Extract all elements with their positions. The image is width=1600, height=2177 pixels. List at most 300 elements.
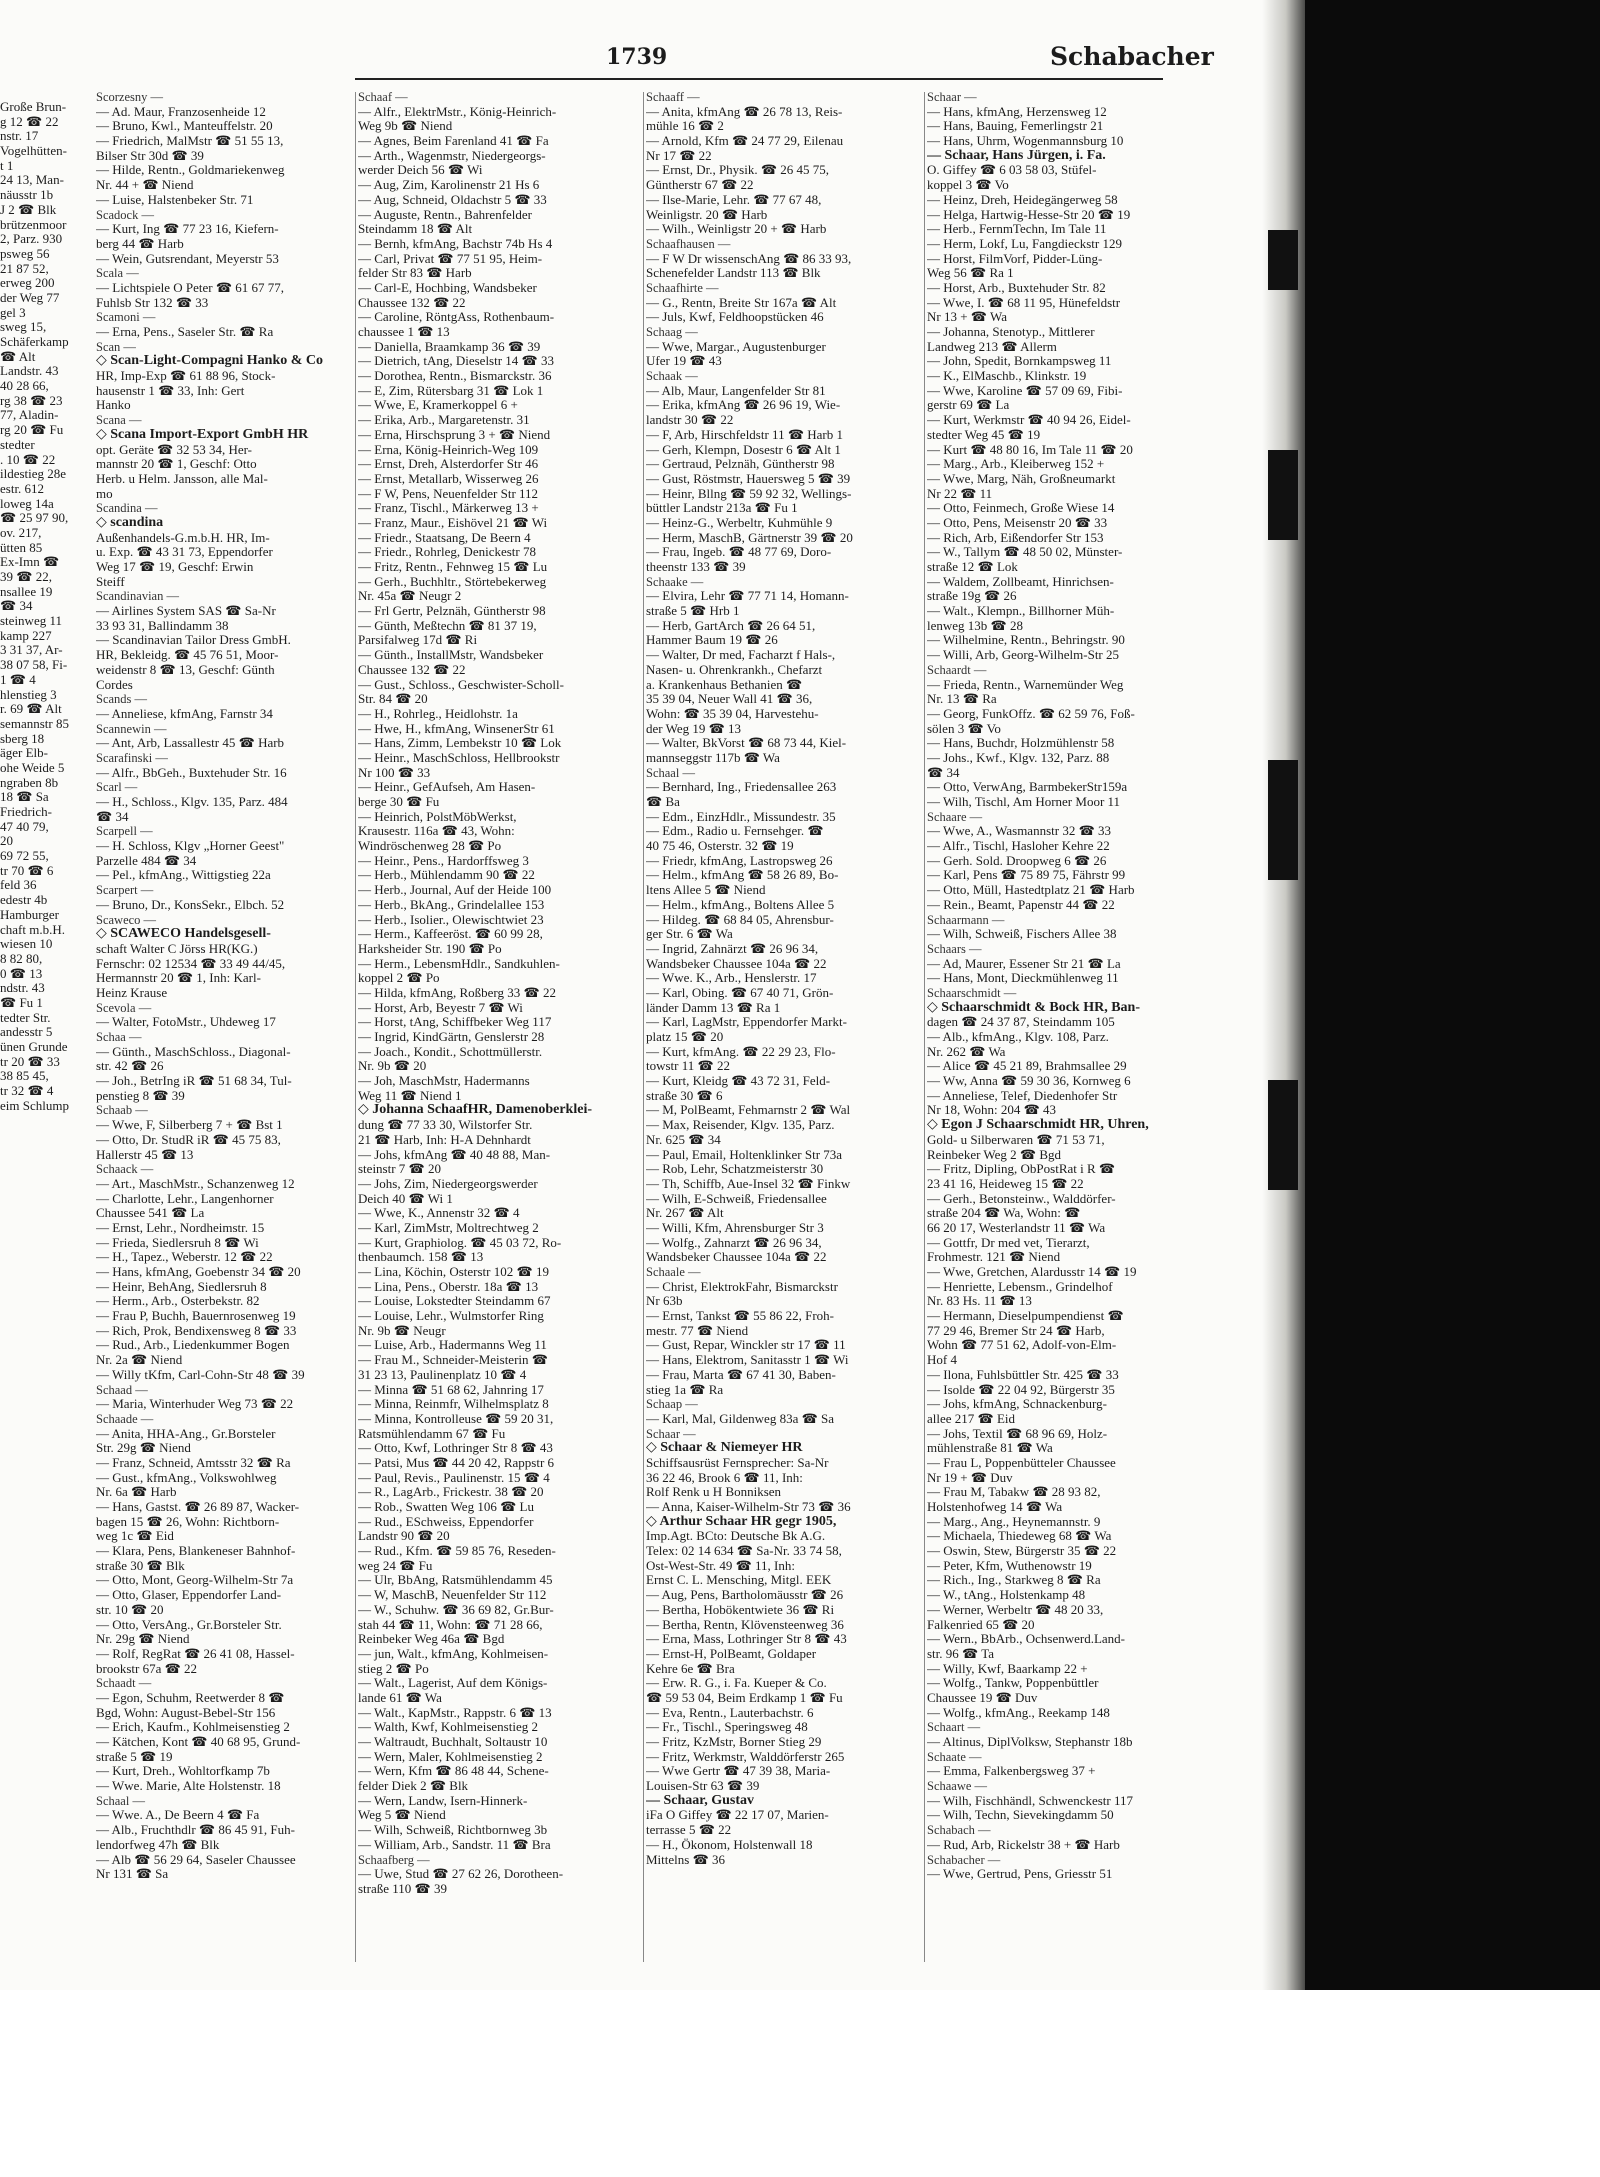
directory-entry-line: — Horst, FilmVorf, Pidder-Lüng- [927, 251, 1103, 266]
directory-entry-line: — Walter, FotoMstr., Uhdeweg 17 [96, 1015, 276, 1030]
directory-entry-line: psweg 56 [0, 246, 50, 261]
directory-entry-line: Schäferkamp [0, 335, 69, 349]
directory-entry-line: Scala — [96, 266, 139, 281]
directory-entry-line: der Weg 77 [0, 290, 60, 305]
directory-entry-line: ◇ Egon J Schaarschmidt HR, Uhren, [927, 1118, 1149, 1133]
directory-entry-line: — Heinr, BehAng, Siedlersruh 8 [96, 1279, 267, 1294]
directory-entry-line: Schaab — [96, 1103, 148, 1118]
directory-entry-line: Chaussee 132 ☎ 22 [358, 295, 466, 310]
directory-entry-line: — Ilse-Marie, Lehr. ☎ 77 67 48, [646, 192, 822, 207]
directory-entry-line: — Hans, kfmAng, Goebenstr 34 ☎ 20 [96, 1265, 301, 1279]
directory-entry-line: Herb. u Helm. Jansson, alle Mal- [96, 471, 268, 486]
directory-entry-line: — Erw. R. G., i. Fa. Kueper & Co. [646, 1676, 827, 1691]
directory-entry-line: ger Str. 6 ☎ Wa [646, 927, 733, 942]
directory-entry-line: Nr. 6a ☎ Harb [96, 1485, 177, 1500]
directory-entry-line: Nr 63b [646, 1294, 683, 1309]
directory-entry-line: 1 ☎ 4 [0, 672, 36, 687]
directory-entry-line: ☎ 34 [96, 809, 129, 824]
directory-entry-line: — Alice ☎ 45 21 89, Brahmsallee 29 [927, 1059, 1127, 1074]
directory-entry-line: Nr. 45a ☎ Neugr 2 [358, 589, 462, 604]
directory-entry-line: — Herm., LebensmHdlr., Sandkuhlen- [358, 956, 560, 971]
directory-entry-line: Bilser Str 30d ☎ 39 [96, 148, 204, 163]
directory-entry-line: — H., Rohrleg., Heidlohstr. 1a [358, 706, 518, 721]
directory-entry-line: — Herb., Mühlendamm 90 ☎ 22 [358, 868, 535, 883]
directory-entry-line: — Frau, Ingeb. ☎ 48 77 69, Doro- [646, 545, 832, 560]
directory-entry-line: — Walt., KapMstr., Rappstr. 6 ☎ 13 [358, 1705, 552, 1720]
directory-entry-line: — Wilh, E-Schweiß, Friedensallee [646, 1191, 827, 1206]
directory-entry-line: Chaussee 19 ☎ Duv [927, 1690, 1038, 1705]
directory-entry-line: straße 30 ☎ Blk [96, 1558, 185, 1573]
directory-entry-line: — Anna, Kaiser-Wilhelm-Str 73 ☎ 36 [646, 1500, 851, 1514]
directory-entry-line: — Heinz, Dreh, Heidegängerweg 58 [927, 192, 1118, 207]
directory-entry-line: towstr 11 ☎ 22 [646, 1059, 730, 1074]
directory-entry-line: felder Diek 2 ☎ Blk [358, 1779, 469, 1794]
directory-entry-line: Schaack — [96, 1162, 154, 1177]
directory-entry-line: Parzelle 484 ☎ 34 [96, 853, 197, 868]
directory-entry-line: — Willy tKfm, Carl-Cohn-Str 48 ☎ 39 [96, 1367, 305, 1382]
directory-entry-line: Schabacher — [927, 1852, 1001, 1867]
directory-entry-line: Weg 5 ☎ Niend [358, 1808, 446, 1823]
directory-entry-line: r. 69 ☎ Alt [0, 702, 62, 717]
directory-entry-line: mühle 16 ☎ 2 [646, 119, 724, 134]
directory-entry-line: — Hans, kfmAng, Herzensweg 12 [927, 104, 1107, 119]
directory-entry-line: Schaarmann — [927, 912, 1005, 927]
directory-entry-line: — Karl, Mal, Gildenweg 83a ☎ Sa [646, 1411, 835, 1426]
directory-entry-line: dung ☎ 77 33 30, Wilstorfer Str. [358, 1118, 533, 1133]
directory-entry-line: hlenstieg 3 [0, 687, 57, 702]
directory-entry-line: — Helm., kfmAng., Boltens Allee 5 [646, 897, 835, 912]
directory-entry-line: Nr. 2a ☎ Niend [96, 1353, 183, 1368]
directory-entry-line: Scandinavian — [96, 589, 179, 604]
directory-entry-line: ◇ Arthur Schaar HR gegr 1905, [646, 1514, 837, 1529]
directory-entry-line: weidenstr 8 ☎ 13, Geschf: Günth [96, 662, 275, 677]
directory-entry-line: Friedrich- [0, 805, 52, 819]
directory-entry-line: Nr. 9b ☎ 20 [358, 1059, 427, 1074]
directory-entry-line: — Hilda, kfmAng, Roßberg 33 ☎ 22 [358, 985, 556, 1000]
directory-entry-line: mühlenstraße 81 ☎ Wa [927, 1441, 1053, 1456]
directory-entry-line: Nr. 13 ☎ Ra [927, 692, 997, 707]
directory-entry-line: — W., Tallym ☎ 48 50 02, Münster- [927, 545, 1123, 560]
directory-entry-line: — Walt., Klempn., Billhorner Müh- [927, 604, 1115, 619]
directory-entry-line: berge 30 ☎ Fu [358, 795, 440, 809]
directory-entry-line: — Johs., Kwf., Klgv. 132, Parz. 88 [927, 750, 1110, 765]
directory-entry-line: — Gertraud, Pelznäh, Güntherstr 98 [646, 457, 835, 472]
directory-entry-line: Schaafhausen — [646, 236, 731, 251]
directory-entry-line: — Werner, Werbeltr ☎ 48 20 33, [927, 1602, 1104, 1617]
directory-entry-line: t 1 [0, 158, 14, 173]
directory-entry-line: — Helga, Hartwig-Hesse-Str 20 ☎ 19 [927, 207, 1131, 222]
directory-entry-line: sweg 15, [0, 320, 47, 335]
directory-entry-line: — M, PolBeamt, Fehmarnstr 2 ☎ Wal [646, 1103, 851, 1118]
directory-entry-line: Scaweco — [96, 912, 157, 927]
directory-entry-line: — Aug, Schneid, Oldachstr 5 ☎ 33 [358, 192, 547, 207]
directory-entry-line: — Gust, Repar, Winckler str 17 ☎ 11 [646, 1338, 846, 1353]
directory-entry-line: stah 44 ☎ 11, Wohn: ☎ 71 28 66, [358, 1617, 543, 1632]
directory-entry-line: — G., Rentn, Breite Str 167a ☎ Alt [646, 295, 837, 310]
directory-entry-line: — Wwe, F, Silberberg 7 + ☎ Bst 1 [96, 1118, 283, 1133]
directory-entry-line: ◇ Scana Import-Export GmbH HR [96, 427, 309, 442]
directory-column-4 [927, 90, 1187, 1882]
directory-entry-line: — Fritz, Dipling, ObPostRat i R ☎ [927, 1162, 1116, 1177]
directory-entry-line: 18 ☎ Sa [0, 790, 49, 805]
directory-entry-line: — Schaar, Gustav [646, 1793, 755, 1808]
directory-entry-line: — Kurt, kfmAng. ☎ 22 29 23, Flo- [646, 1044, 836, 1059]
directory-entry-line: — Wwe, E, Kramerkoppel 6 + [358, 398, 518, 413]
directory-entry-line: andesstr 5 [0, 1025, 53, 1040]
directory-entry-line: — Hilde, Rentn., Goldmariekenweg [96, 163, 285, 178]
directory-entry-line: — Helm., kfmAng ☎ 58 26 89, Bo- [646, 868, 839, 883]
directory-entry-line: — Hans, Gastst. ☎ 26 89 87, Wacker- [96, 1500, 300, 1514]
directory-entry-line: berg 44 ☎ Harb [96, 236, 184, 251]
directory-entry-line: — Heinr., GefAufseh, Am Hasen- [358, 780, 536, 795]
directory-entry-line: — Isolde ☎ 22 04 92, Bürgerstr 35 [927, 1382, 1115, 1397]
directory-entry-line: — Henriette, Lebensm., Grindelhof [927, 1279, 1113, 1294]
directory-entry-line: — Kurt, Dreh., Wohltorfkamp 7b [96, 1764, 270, 1779]
directory-entry-line: semannstr 85 [0, 716, 69, 731]
directory-entry-line: ov. 217, [0, 525, 42, 540]
directory-entry-line: der Weg 19 ☎ 13 [646, 721, 742, 736]
directory-entry-line: wiesen 10 [0, 937, 53, 952]
directory-entry-line: Hamburger [0, 907, 59, 922]
directory-entry-line: bagen 15 ☎ 26, Wohn: Richtborn- [96, 1514, 280, 1529]
directory-entry-line: — Herm, MaschB, Gärtnerstr 39 ☎ 20 [646, 530, 853, 545]
directory-entry-line: — Willi, Arb, Georg-Wilhelm-Str 25 [927, 648, 1120, 663]
directory-entry-line: — R., LagArb., Frickestr. 38 ☎ 20 [358, 1485, 544, 1500]
directory-entry-line: Hammer Baum 19 ☎ 26 [646, 633, 778, 648]
directory-entry-line: Falkenried 65 ☎ 20 [927, 1617, 1035, 1632]
column-rule [643, 92, 644, 1962]
directory-entry-line: str. 42 ☎ 26 [96, 1059, 164, 1074]
directory-entry-line: — Otto, VerwAng, BarmbekerStr159a [927, 780, 1128, 795]
directory-entry-line: — Ingrid, KindGärtn, Genslerstr 28 [358, 1030, 545, 1044]
directory-entry-line: chaft m.b.H. [0, 922, 65, 937]
directory-entry-line: — Klara, Pens, Blankeneser Bahnhof- [96, 1544, 296, 1559]
directory-entry-line: 39 ☎ 22, [0, 570, 52, 584]
directory-entry-line: Schaak — [646, 369, 698, 384]
directory-entry-line: — Friedrich, MalMstr ☎ 51 55 13, [96, 134, 284, 149]
directory-entry-line: Schaaff — [646, 90, 700, 104]
directory-entry-line: Parsifalweg 17d ☎ Ri [358, 633, 478, 648]
directory-entry-line: Hof 4 [927, 1353, 957, 1368]
directory-entry-line: chaussee 1 ☎ 13 [358, 325, 450, 339]
directory-entry-line: — Luise, Arb., Hadermanns Weg 11 [358, 1338, 547, 1353]
directory-entry-line: — Elvira, Lehr ☎ 77 71 14, Homann- [646, 589, 849, 604]
directory-entry-line: Ex-Imn ☎ [0, 555, 60, 570]
directory-entry-line: — Ernst, Metallarb, Wisserweg 26 [358, 471, 539, 486]
directory-entry-line: — Frieda, Siedlersruh 8 ☎ Wi [96, 1235, 259, 1250]
directory-entry-line: 33 93 31, Ballindamm 38 [96, 618, 229, 633]
directory-entry-line: — Alfr., Tischl, Hasloher Kehre 22 [927, 839, 1110, 854]
gutter-mark [1268, 450, 1298, 540]
directory-entry-line: — Fritz, Rentn., Fehnweg 15 ☎ Lu [358, 560, 548, 574]
directory-entry-line: 66 20 17, Westerlandstr 11 ☎ Wa [927, 1220, 1106, 1235]
directory-entry-line: gel 3 [0, 305, 26, 320]
directory-entry-line: — Walt., Lagerist, Auf dem Königs- [358, 1676, 548, 1691]
directory-entry-line: Windröschenweg 28 ☎ Po [358, 839, 502, 854]
directory-entry-line: — Ant, Arb, Lassallestr 45 ☎ Harb [96, 736, 285, 751]
directory-entry-line: mestr. 77 ☎ Niend [646, 1323, 749, 1338]
directory-entry-line: — Edm., Radio u. Fernsehger. ☎ [646, 824, 824, 839]
directory-entry-line: — Ulr, BbAng, Ratsmühlendamm 45 [358, 1573, 553, 1588]
directory-entry-line: — Walth, Kwf, Kohlmeisenstieg 2 [358, 1720, 538, 1735]
directory-entry-line: Außenhandels-G.m.b.H. HR, Im- [96, 530, 270, 545]
directory-entry-line: — Rud, Arb, Rickelstr 38 + ☎ Harb [927, 1837, 1120, 1852]
directory-entry-line: Hermannstr 20 ☎ 1, Inh: Karl- [96, 971, 261, 986]
directory-entry-line: penstieg 8 ☎ 39 [96, 1088, 185, 1103]
directory-entry-line: — Maria, Winterhuder Weg 73 ☎ 22 [96, 1397, 294, 1412]
directory-entry-line: stieg 2 ☎ Po [358, 1661, 429, 1676]
directory-entry-line: koppel 3 ☎ Vo [927, 178, 1009, 193]
directory-entry-line: ünen Grunde [0, 1040, 68, 1054]
directory-entry-line: Landweg 213 ☎ Allerm [927, 339, 1057, 354]
directory-entry-line: Holstenhofweg 14 ☎ Wa [927, 1500, 1063, 1514]
directory-entry-line: ☎ 59 53 04, Beim Erdkamp 1 ☎ Fu [646, 1690, 843, 1705]
directory-entry-line: iFa O Giffey ☎ 22 17 07, Marien- [646, 1808, 829, 1823]
directory-entry-line: Ratsmühlendamm 67 ☎ Fu [358, 1426, 506, 1441]
page-number: 1739 [606, 44, 668, 70]
directory-entry-line: — Wwe. Marie, Alte Holstenstr. 18 [96, 1779, 281, 1794]
directory-entry-line: — Ernst, Lehr., Nordheimstr. 15 [96, 1220, 265, 1235]
directory-entry-line: ☎ Fu 1 [0, 995, 43, 1010]
directory-entry-line: Ost-West-Str. 49 ☎ 11, Inh: [646, 1558, 795, 1573]
directory-entry-line: — Edm., EinzHdlr., Missundestr. 35 [646, 809, 836, 824]
directory-entry-line: — Karl, LagMstr, Eppendorfer Markt- [646, 1015, 847, 1030]
directory-entry-line: — Th, Schiffb, Aue-Insel 32 ☎ Finkw [646, 1176, 851, 1191]
directory-entry-line: äger Elb- [0, 746, 49, 761]
directory-entry-line: loweg 14a [0, 496, 54, 511]
directory-entry-line: koppel 2 ☎ Po [358, 971, 440, 986]
directory-entry-line: — Hwe, H., kfmAng, WinsenerStr 61 [358, 721, 555, 736]
directory-entry-line: Gold- u Silberwaren ☎ 71 53 71, [927, 1132, 1105, 1147]
directory-entry-line: ütten 85 [0, 540, 43, 555]
directory-entry-line: Schabach — [927, 1823, 991, 1838]
directory-entry-line: — Anneliese, kfmAng, Farnstr 34 [96, 706, 273, 721]
directory-entry-line: ◇ SCAWECO Handelsgesell- [96, 927, 271, 942]
directory-entry-line: — Ww, Anna ☎ 59 30 36, Kornweg 6 [927, 1074, 1131, 1089]
directory-entry-line: — Johs, kfmAng ☎ 40 48 88, Man- [358, 1147, 551, 1162]
directory-entry-line: Nr. 44 + ☎ Niend [96, 178, 194, 193]
directory-entry-line: — Johs, Zim, Niedergeorgswerder [358, 1176, 538, 1191]
scan-margin [0, 1990, 1600, 2177]
directory-entry-line: — Pel., kfmAng., Wittigstieg 22a [96, 868, 271, 883]
directory-entry-line: — Rolf, RegRat ☎ 26 41 08, Hassel- [96, 1646, 295, 1661]
gutter-mark [1268, 760, 1298, 880]
directory-entry-line: — Friedr., Rohrleg, Denickestr 78 [358, 545, 536, 560]
directory-entry-line: 38 85 45, [0, 1069, 49, 1084]
directory-entry-line: — H. Schloss, Klgv „Horner Geest" [96, 839, 285, 854]
directory-entry-line: — Bruno, Kwl., Manteuffelstr. 20 [96, 119, 273, 134]
directory-entry-line: ngraben 8b [0, 775, 59, 790]
directory-entry-line: — Herb., Journal, Auf der Heide 100 [358, 883, 552, 898]
directory-entry-line: mannseggstr 117b ☎ Wa [646, 750, 780, 765]
directory-entry-line: — Herb, GartArch ☎ 26 64 51, [646, 618, 816, 633]
directory-entry-line: — Wilh., Weinligstr 20 + ☎ Harb [646, 222, 827, 237]
directory-entry-line: Schaawe — [927, 1779, 988, 1794]
directory-entry-line: HR, Imp-Exp ☎ 61 88 96, Stock- [96, 369, 276, 384]
directory-entry-line: gerstr 69 ☎ La [927, 398, 1010, 413]
directory-entry-line: — Paul, Email, Holtenklinker Str 73a [646, 1147, 843, 1162]
directory-entry-line: — Kurt ☎ 48 80 16, Im Tale 11 ☎ 20 [927, 442, 1133, 457]
directory-entry-line: — Marg., Ang., Heynemannstr. 9 [927, 1514, 1101, 1529]
directory-entry-line: Schaal — [96, 1793, 145, 1808]
gutter-mark [1268, 1080, 1298, 1190]
directory-entry-line: — Hans, Buchdr, Holzmühlenstr 58 [927, 736, 1115, 751]
directory-entry-line: — Wilh, Schweiß, Fischers Allee 38 [927, 927, 1117, 942]
directory-entry-line: tr 20 ☎ 33 [0, 1054, 60, 1069]
directory-entry-line: — Anita, HHA-Ang., Gr.Borsteler [96, 1426, 276, 1441]
directory-entry-line: Harksheider Str. 190 ☎ Po [358, 941, 502, 956]
directory-entry-line: — Daniella, Braamkamp 36 ☎ 39 [358, 339, 541, 354]
directory-entry-line: Wandsbeker Chaussee 104a ☎ 22 [646, 1250, 827, 1265]
directory-entry-line: — Uwe, Stud ☎ 27 62 26, Dorotheen- [358, 1867, 564, 1882]
directory-entry-line: — Walter, Dr med, Facharzt f Hals-, [646, 648, 836, 663]
directory-entry-line: büttler Landstr 213a ☎ Fu 1 [646, 501, 798, 516]
directory-entry-line: Mittelns ☎ 36 [646, 1852, 726, 1867]
directory-entry-line: Nr. 625 ☎ 34 [646, 1132, 721, 1147]
directory-entry-line: Güntherstr 67 ☎ 22 [646, 178, 754, 193]
directory-entry-line: Scan — [96, 339, 136, 354]
directory-entry-line: — Wilh, Techn, Sievekingdamm 50 [927, 1808, 1114, 1823]
directory-entry-line: — Aug, Pens, Bartholomäusstr ☎ 26 [646, 1588, 844, 1603]
directory-entry-line: ◇ Scan-Light-Compagni Hanko & Co [96, 354, 324, 369]
directory-entry-line: Schaale — [646, 1265, 701, 1279]
directory-entry-line: — Erna, Hirschsprung 3 + ☎ Niend [358, 427, 551, 442]
directory-entry-line: — Peter, Kfm, Wuthenowstr 19 [927, 1558, 1092, 1573]
directory-entry-line: steinweg 11 [0, 614, 62, 629]
directory-entry-line: ohe Weide 5 [0, 760, 65, 775]
directory-entry-line: ltens Allee 5 ☎ Niend [646, 883, 766, 898]
directory-entry-line: — Otto, Feinmech, Große Wiese 14 [927, 501, 1115, 516]
directory-entry-line: opt. Geräte ☎ 32 53 34, Her- [96, 442, 252, 457]
directory-entry-line: — Frau L, Poppenbütteler Chaussee [927, 1455, 1116, 1470]
page-gutter [1262, 0, 1305, 1990]
directory-entry-line: — W., tAng., Holstenkamp 48 [927, 1588, 1086, 1603]
directory-entry-line: Str. 84 ☎ 20 [358, 692, 428, 707]
directory-entry-line: — Arth., Wagenmstr, Niedergeorgs- [358, 148, 546, 163]
directory-entry-line: lande 61 ☎ Wa [358, 1690, 442, 1705]
directory-entry-line: schaft Walter C Jörss HR(KG.) [96, 941, 258, 956]
directory-entry-line: weg 1c ☎ Eid [96, 1529, 174, 1544]
directory-entry-line: — Ingrid, Zahnärzt ☎ 26 96 34, [646, 941, 819, 956]
directory-entry-line: 35 39 04, Neuer Wall 41 ☎ 36, [646, 692, 813, 707]
directory-entry-line: — Wern., BbArb., Ochsenwerd.Land- [927, 1632, 1125, 1647]
directory-entry-line: — Rud., Arb., Liedenkummer Bogen [96, 1338, 290, 1353]
directory-entry-line: — H., Ökonom, Holstenwall 18 [646, 1837, 813, 1852]
directory-entry-line: Steiff [96, 574, 125, 589]
directory-entry-line: lendorfweg 47h ☎ Blk [96, 1837, 220, 1852]
directory-entry-line: — Franz, Maur., Eishövel 21 ☎ Wi [358, 515, 548, 530]
directory-entry-line: — Waldem, Zollbeamt, Hinrichsen- [927, 574, 1114, 589]
directory-entry-line: Schaad — [96, 1382, 148, 1397]
directory-entry-line: — Wern, Landw, Isern-Hinnerk- [358, 1793, 528, 1808]
directory-entry-line: — Anneliese, Telef, Diedenhofer Str [927, 1088, 1118, 1103]
directory-entry-line: — Willi, Kfm, Ahrensburger Str 3 [646, 1220, 824, 1235]
directory-entry-line: — Agnes, Beim Farenland 41 ☎ Fa [358, 134, 549, 149]
directory-entry-line: — Wwe, K., Annenstr 32 ☎ 4 [358, 1206, 520, 1221]
directory-entry-line: — Erika, kfmAng ☎ 26 96 19, Wie- [646, 398, 841, 413]
directory-entry-line: — Aug, Zim, Karolinenstr 21 Hs 6 [358, 178, 540, 193]
directory-entry-line: 77, Aladin- [0, 408, 59, 423]
directory-entry-line: — Lichtspiele O Peter ☎ 61 67 77, [96, 280, 285, 295]
directory-entry-line: — Erna, König-Heinrich-Weg 109 [358, 442, 539, 457]
directory-entry-line: terrasse 5 ☎ 22 [646, 1823, 732, 1838]
directory-entry-line: stedter [0, 437, 35, 452]
directory-entry-line: — Wolfg., Tankw, Poppenbüttler [927, 1676, 1099, 1691]
directory-entry-line: J 2 ☎ Blk [0, 202, 57, 217]
directory-entry-line: str. 10 ☎ 20 [96, 1602, 164, 1617]
directory-entry-line: — Otto, Müll, Hastedtplatz 21 ☎ Harb [927, 883, 1135, 898]
directory-entry-line: — Erna, Mass, Lothringer Str 8 ☎ 43 [646, 1632, 847, 1647]
directory-entry-line: Scarpell — [96, 824, 153, 839]
directory-entry-line: straße 19g ☎ 26 [927, 589, 1017, 604]
column-rule [924, 92, 925, 1962]
directory-entry-line: — Otto, Glaser, Eppendorfer Land- [96, 1588, 282, 1603]
directory-entry-line: — Herm., Kaffeeröst. ☎ 60 99 28, [358, 927, 543, 942]
directory-entry-line: Schaap — [646, 1397, 698, 1412]
directory-entry-line: — Wolfg., Zahnarzt ☎ 26 96 34, [646, 1235, 822, 1250]
directory-entry-line: — Wwe, I. ☎ 68 11 95, Hünefeldstr [927, 295, 1121, 310]
directory-entry-line: — Rich., Ing., Starkweg 8 ☎ Ra [927, 1573, 1101, 1588]
directory-entry-line: a. Krankenhaus Bethanien ☎ [646, 677, 803, 692]
scanner-background [1305, 0, 1600, 1990]
directory-entry-line: — Eva, Rentn., Lauterbachstr. 6 [646, 1705, 814, 1720]
directory-entry-line: werder Deich 56 ☎ Wi [358, 163, 483, 178]
directory-entry-line: — William, Arb., Sandstr. 11 ☎ Bra [358, 1837, 551, 1852]
directory-entry-line: Scarl — [96, 780, 138, 795]
directory-entry-line: Weg 11 ☎ Niend 1 [358, 1088, 462, 1103]
directory-entry-line: — Johs, kfmAng, Schnackenburg- [927, 1397, 1107, 1412]
directory-entry-line: — Joh, MaschMstr, Hadermanns [358, 1074, 530, 1089]
directory-entry-line: sberg 18 [0, 731, 45, 746]
directory-entry-line: — Airlines System SAS ☎ Sa-Nr [96, 604, 276, 619]
running-head: Schabacher [1050, 42, 1214, 71]
directory-entry-line: — Hans, Zimm, Lembekstr 10 ☎ Lok [358, 736, 562, 751]
directory-entry-line: estr. 612 [0, 481, 45, 496]
directory-entry-line: — Rud., ESchweiss, Eppendorfer [358, 1514, 534, 1529]
directory-entry-line: — Günth, Meßtechn ☎ 81 37 19, [358, 618, 537, 633]
directory-entry-line: Nr 131 ☎ Sa [96, 1867, 169, 1882]
directory-entry-line: — Auguste, Rentn., Bahrenfelder [358, 207, 533, 222]
directory-entry-line: Chaussee 541 ☎ La [96, 1206, 205, 1221]
directory-entry-line: landstr 30 ☎ 22 [646, 413, 734, 428]
directory-entry-line: Krausestr. 116a ☎ 43, Wohn: [358, 824, 515, 839]
directory-entry-line: Schaar — [927, 90, 977, 104]
directory-entry-line: Kehre 6e ☎ Bra [646, 1661, 735, 1676]
directory-entry-line: — Heinr, Bllng ☎ 59 92 32, Wellings- [646, 486, 852, 501]
directory-entry-line: 23 41 16, Heideweg 15 ☎ 22 [927, 1176, 1084, 1191]
directory-entry-line: — Johs, Textil ☎ 68 96 69, Holz- [927, 1426, 1108, 1441]
directory-entry-line: — Friedr, kfmAng, Lastropsweg 26 [646, 853, 833, 868]
directory-entry-line: Scannewin — [96, 721, 167, 736]
directory-entry-line: — Gust., kfmAng., Volkswohlweg [96, 1470, 277, 1485]
directory-entry-line: Telex: 02 14 634 ☎ Sa-Nr. 33 74 58, [646, 1544, 842, 1559]
directory-entry-line: — Schaar, Hans Jürgen, i. Fa. [927, 148, 1106, 163]
directory-entry-line: — Otto, Pens, Meisenstr 20 ☎ 33 [927, 515, 1108, 530]
directory-entry-line: Schaa — [96, 1030, 142, 1044]
directory-entry-line: — Heinz-G., Werbeltr, Kuhmühle 9 [646, 515, 833, 530]
directory-entry-line: — Wilhelmine, Rentn., Behringstr. 90 [927, 633, 1125, 648]
directory-entry-line: — Rob., Swatten Weg 106 ☎ Lu [358, 1500, 534, 1514]
directory-entry-line: — Fritz, KzMstr, Borner Stieg 29 [646, 1735, 822, 1749]
directory-entry-line: — Ernst, Dreh, Alsterdorfer Str 46 [358, 457, 539, 472]
directory-entry-line: rg 20 ☎ Fu [0, 423, 64, 438]
directory-entry-line: Schaake — [646, 574, 704, 589]
directory-entry-line: 38 07 58, Fi- [0, 658, 68, 673]
directory-entry-line: Scorzesny — [96, 90, 163, 104]
directory-entry-line: Nr 18, Wohn: 204 ☎ 43 [927, 1103, 1057, 1118]
directory-entry-line: Nr 13 + ☎ Wa [927, 310, 1008, 325]
directory-entry-line: 20 [0, 834, 13, 849]
